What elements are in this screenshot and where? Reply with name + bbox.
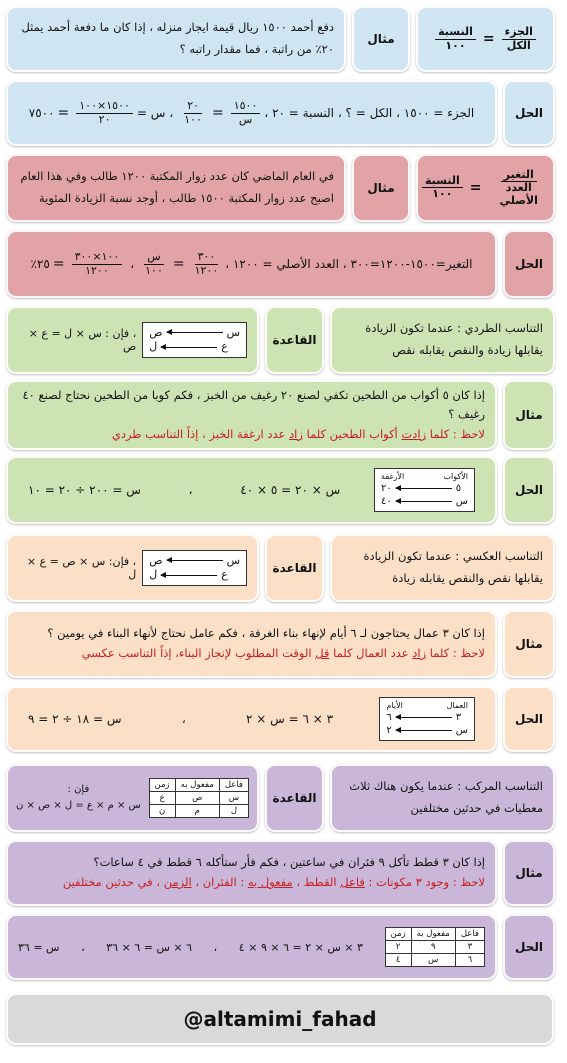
solution-label: الحل (503, 230, 555, 298)
formula-change-box: $\frac{\text{التغير}}{\text{العدد الأصلي}}$ = $\frac{\text{النسبة}}{١٠٠}$ (416, 154, 555, 222)
solution-equation: فاعل مفعول به زمن ٣ ٩ ٢ ٦ س ٤ ٣ × س × ٢ = ٦ × ٩ × ٤ ، ٦ × س = ٦ × ٣٦ ، س = ٣٦ (6, 914, 497, 980)
arrow-diagram: الأيام العمال ٦ ٣ ٢ س (379, 697, 475, 741)
rule-diagram: فاعل مفعول به زمن س ص ع ل م ن فإن : س × م × ع = ل × ص × ن (6, 764, 259, 832)
rule-label: القاعدة (265, 534, 324, 602)
solution-label: الحل (503, 80, 555, 146)
example-label: مثال (503, 840, 555, 906)
rule-diagram: ص س ل ع ، فإن: س × ص = ع × ل (6, 534, 259, 602)
rule-label: القاعدة (265, 764, 324, 832)
example-question: دفع أحمد ١٥٠٠ ريال قيمة ايجار منزله ، إذا كان ما دفعة أحمد يمثل ٢٠٪ من راتبة ، فما مقدار راتبه ؟ (6, 6, 346, 72)
example-label: مثال (352, 6, 410, 72)
compound-table: فاعل مفعول به زمن ٣ ٩ ٢ ٦ س ٤ (385, 927, 485, 967)
note-text: لاحظ : كلما زادت أكواب الطحين كلما زاد عدد ارغفة الخبز ، إذاً التناسب طردي (111, 426, 485, 441)
rule-diagram: ص س ل ع ، فإن : س × ل = ع × ص (6, 306, 259, 374)
rule-label: القاعدة (265, 306, 324, 374)
example-question: في العام الماضي كان عدد زوار المكتبة ١٢٠٠ طالب وفي هذا العام اصبح عدد زوار المكتبة ١٥٠٠ طالب ، أوجد نسبة الزيادة المئوية (6, 154, 346, 222)
arrow-diagram: ص س ل ع (142, 322, 247, 359)
author-handle: @altamimi_fahad (6, 993, 554, 1045)
solution-equation: الأرغفة الأكواب ٢٠ ٥ ٤٠ س س × ٢٠ = ٥ × ٤٠ ، س = ٢٠٠ ÷ ٢٠ = ١٠ (6, 456, 497, 524)
arrow-diagram: ص س ل ع (142, 550, 247, 587)
example-label: مثال (503, 610, 555, 678)
note-text: لاحظ : كلما زاد عدد العمال كلما قل الوقت المطلوب لإنجاز البناء، إذاً التناسب عكسي (81, 646, 485, 660)
arrow-diagram: الأرغفة الأكواب ٢٠ ٥ ٤٠ س (374, 468, 475, 512)
solution-label: الحل (503, 456, 555, 524)
compound-table: فاعل مفعول به زمن س ص ع ل م ن (149, 778, 249, 818)
example-question: إذا كان ٣ قطط تأكل ٩ فئران في ساعتين ، فكم فأر ستأكله ٦ قطط في ٤ ساعات؟ لاحظ : وجود ٣ مكونات : فاعل القطط ، مفعول به : الفئران ، الزمن ، في حدثين مختلفين (6, 840, 497, 906)
formula-percent-box: $\frac{\text{الجزء}}{\text{الكل}}$ = $\frac{\text{النسبة}}{١٠٠}$ (416, 6, 555, 72)
example-question: إذا كان ٥ أكواب من الطحين تكفي لصنع ٢٠ رغيف من الخبز ، فكم كوبا من الطحين نحتاج لصنع ٤٠ رغيف ؟ لاحظ : كلما زادت أكواب الطحين كلما زاد عدد ارغفة الخبز ، إذاً التناسب طردي (6, 380, 497, 450)
note-text: لاحظ : وجود ٣ مكونات : فاعل القطط ، مفعول به : الفئران ، الزمن ، في حدثين مختلفين (62, 875, 485, 889)
inverse-proportion-definition: التناسب العكسي : عندما تكون الزيادة يقابلها نقص والنقص يقابله زيادة (330, 534, 555, 602)
example-label: مثال (503, 380, 555, 450)
example-question: إذا كان ٣ عمال يحتاجون لـ ٦ أيام لإنهاء بناء الغرفة ، فكم عامل نحتاج لأنهاء البناء في يومين ؟ لاحظ : كلما زاد عدد العمال كلما قل الوقت المطلوب لإنجاز البناء، إذاً التناسب عكسي (6, 610, 497, 678)
solution-label: الحل (503, 914, 555, 980)
compound-proportion-definition: التناسب المركب : عندما يكون هناك ثلاث معطيات في حدثين مختلفين (330, 764, 555, 832)
solution-equation: الأيام العمال ٦ ٣ ٢ س ٣ × ٦ = س × ٢ ، س = ١٨ ÷ ٢ = ٩ (6, 686, 497, 752)
fraction-part-whole: $\frac{\text{الجزء}}{\text{الكل}}$ (502, 26, 536, 52)
solution-label: الحل (503, 686, 555, 752)
solution-equation: التغير=١٥٠٠-١٢٠٠=٣٠٠ ، العدد الأصلي = ١٢٠٠ ، $\frac{٣٠٠}{١٢٠٠}$ = $\frac{\text{س}}{١٠٠}$ ، $\frac{١٠٠\times ٣٠٠}{١٢٠٠}$ = ٢٥٪ (6, 230, 497, 298)
direct-proportion-definition: التناسب الطردي : عندما تكون الزيادة يقابلها زيادة والنقص يقابله نقص (330, 306, 555, 374)
fraction-ratio-hundred: $\frac{\text{النسبة}}{١٠٠}$ (435, 26, 476, 52)
solution-equation: الجزء = ١٥٠٠ ، الكل = ؟ ، النسبة = ٢٠ ، $\frac{١٥٠٠}{\text{س}}$ = $\frac{٢٠}{١٠٠}$ ، س = $\frac{١٥٠٠\times ١٠٠}{٢٠}$ = ٧٥٠٠ (6, 80, 497, 146)
example-label: مثال (352, 154, 410, 222)
